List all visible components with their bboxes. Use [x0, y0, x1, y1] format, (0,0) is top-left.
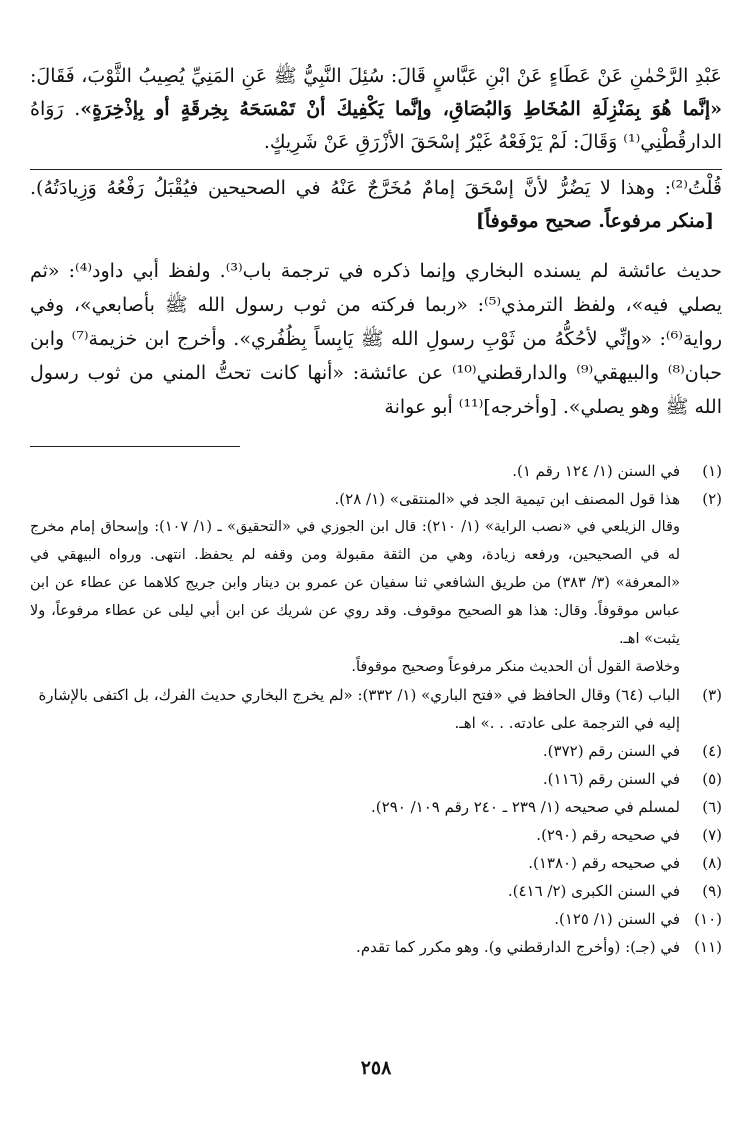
footnote-2-summary: وخلاصة القول أن الحديث منكر مرفوعاً وصحيح موقوفاً.	[351, 659, 680, 675]
footnote-5	[30, 765, 722, 793]
grading-verdict: [منكر مرفوعاً. صحيح موقوفاً]	[475, 210, 714, 232]
hadith-quote: «إنَّما هُوَ بِمَنْزِلَةِ المُخَاطِ وَالبُصَاقِ، وإنَّما يَكْفِيكَ أنْ تَمْسَحَهُ بِخِرقَةٍ أو بِإذْخِرَةٍ»	[80, 98, 722, 120]
footnote-text: لمسلم في صحيحه (١/ ٢٣٩ ـ ٢٤٠ رقم ١٠٩/ ٢٩٠).	[371, 798, 680, 816]
footnote-10	[30, 905, 722, 933]
page-number: ٢٥٨	[360, 1057, 392, 1079]
footnote-divider	[30, 446, 240, 447]
footnote-text: في السنن رقم (١١٦).	[542, 770, 680, 788]
author-comment	[30, 169, 722, 238]
footnote-6	[30, 793, 722, 821]
comment-ruled-block	[30, 169, 722, 238]
footnote-number: (٩)	[702, 882, 722, 900]
footnote-text: الباب (٦٤) وقال الحافظ في «فتح الباري» (١/ ٣٣٢): «لم يخرج البخاري حديث الفرك، بل اكتفى بالإشارة إليه في الترجمة على عادته. . .» اهـ.	[38, 686, 680, 732]
footnote-number: (١)	[702, 462, 722, 480]
footnote-number: (٧)	[702, 826, 722, 844]
footnote-number: (٦)	[702, 798, 722, 816]
footnote-1	[30, 457, 722, 485]
footnote-text: في السنن (١/ ١٢٥).	[554, 910, 680, 928]
footnote-2-detail: وقال الزيلعي في «نصب الراية» (١/ ٢١٠): قال ابن الجوزي في «التحقيق» ـ (١/ ١٠٧): وإسحاق إمام مخرج له في الصحيحين، ورفعه زيادة، وهي من الثقة مقبولة ومن وقفه لم يحفظ. انتهى. ورواه البيهقي في «المعرفة» (٣/ ٣٨٣) من طريق الشافعي ثنا سفيان عن عمرو بن دينار وابن جريج كلاهما عن عطاء عن ابن عباس موقوفاً. وقال: هذا هو الصحيح موقوف. وقد روي عن شريك عن ابن أبي ليلى عن عطاء مرفوعاً، ولا يثبت» اهـ.	[30, 519, 680, 647]
footnote-2	[30, 485, 722, 513]
hadith-text-start: عَبْدِ الرَّحْمٰنِ عَنْ عَطَاءٍ عَنْ ابْنِ عَبَّاسٍ قَالَ: سُئِلَ النَّبِيُّ ﷺ عَنِ المَنِيِّ يُصِيبُ الثَّوْبَ، فَقَالَ:	[30, 65, 722, 87]
aisha-hadith-paragraph: حديث عائشة لم يسنده البخاري وإنما ذكره في ترجمة باب⁽³⁾. ولفظ أبي داود⁽⁴⁾: «ثم يصلي فيه»، ولفظ الترمذي⁽⁵⁾: «ربما فركته من ثوب رسول الله ﷺ بأصابعي»، وفي رواية⁽⁶⁾: «وإنِّي لأحُكُّهُ من ثَوْبِ رسولِ الله ﷺ يَابِساً بِظُفُري». وأخرج ابن خزيمة⁽⁷⁾ وابن حبان⁽⁸⁾ والبيهقي⁽⁹⁾ والدارقطني⁽¹⁰⁾ عن عائشة: «أنها كانت تحتُّ المني من ثوب رسول الله ﷺ وهو يصلي». [وأخرجه]⁽¹¹⁾ أبو عوانة	[30, 260, 722, 418]
footnote-number: (٥)	[702, 770, 722, 788]
footnote-4	[30, 737, 722, 765]
hadith-paragraph	[30, 60, 722, 159]
footnote-number: (٣)	[702, 686, 722, 704]
footnote-7	[30, 821, 722, 849]
footnote-number: (٢)	[702, 490, 722, 508]
footnote-8	[30, 849, 722, 877]
footnote-text: في السنن الكبرى (٢/ ٤١٦).	[507, 882, 680, 900]
footnote-text: في (جـ): (وأخرج الدارقطني و). وهو مكرر كما تقدم.	[356, 938, 680, 956]
hadith-text-end: . رَوَاهُ الدارقُطْنِي⁽¹⁾ وَقَالَ: لَمْ يَرْفَعْهُ غَيْرُ إسْحَقَ الأزْرَقِ عَنْ شَرِيكٍ.	[30, 98, 722, 153]
footnote-number: (١١)	[694, 938, 722, 956]
book-page	[30, 60, 722, 1101]
footnote-number: (٤)	[702, 742, 722, 760]
footnote-number: (١٠)	[694, 910, 722, 928]
footnote-text: في صحيحه رقم (١٣٨٠).	[528, 854, 680, 872]
footnotes-list	[30, 457, 722, 961]
footnote-text: في السنن (١/ ١٢٤ رقم ١).	[512, 462, 680, 480]
footnote-text: هذا قول المصنف ابن تيمية الجد في «المنتقى» (١/ ٢٨).	[334, 490, 680, 508]
footnote-11	[30, 933, 722, 961]
footnote-text: في السنن رقم (٣٧٢).	[542, 742, 680, 760]
footnote-text: في صحيحه رقم (٢٩٠).	[536, 826, 680, 844]
footnote-3	[30, 681, 722, 737]
footnote-9	[30, 877, 722, 905]
footnote-number: (٨)	[702, 854, 722, 872]
comment-text: قُلْتُ⁽²⁾: وهذا لا يَضُرُّ لأنَّ إسْحَقَ إمامٌ مُخَرَّجٌ عَنْهُ في الصحيحين فيُقْبَلُ رَفْعُهُ وَزِيادَتُهُ).	[30, 177, 722, 199]
